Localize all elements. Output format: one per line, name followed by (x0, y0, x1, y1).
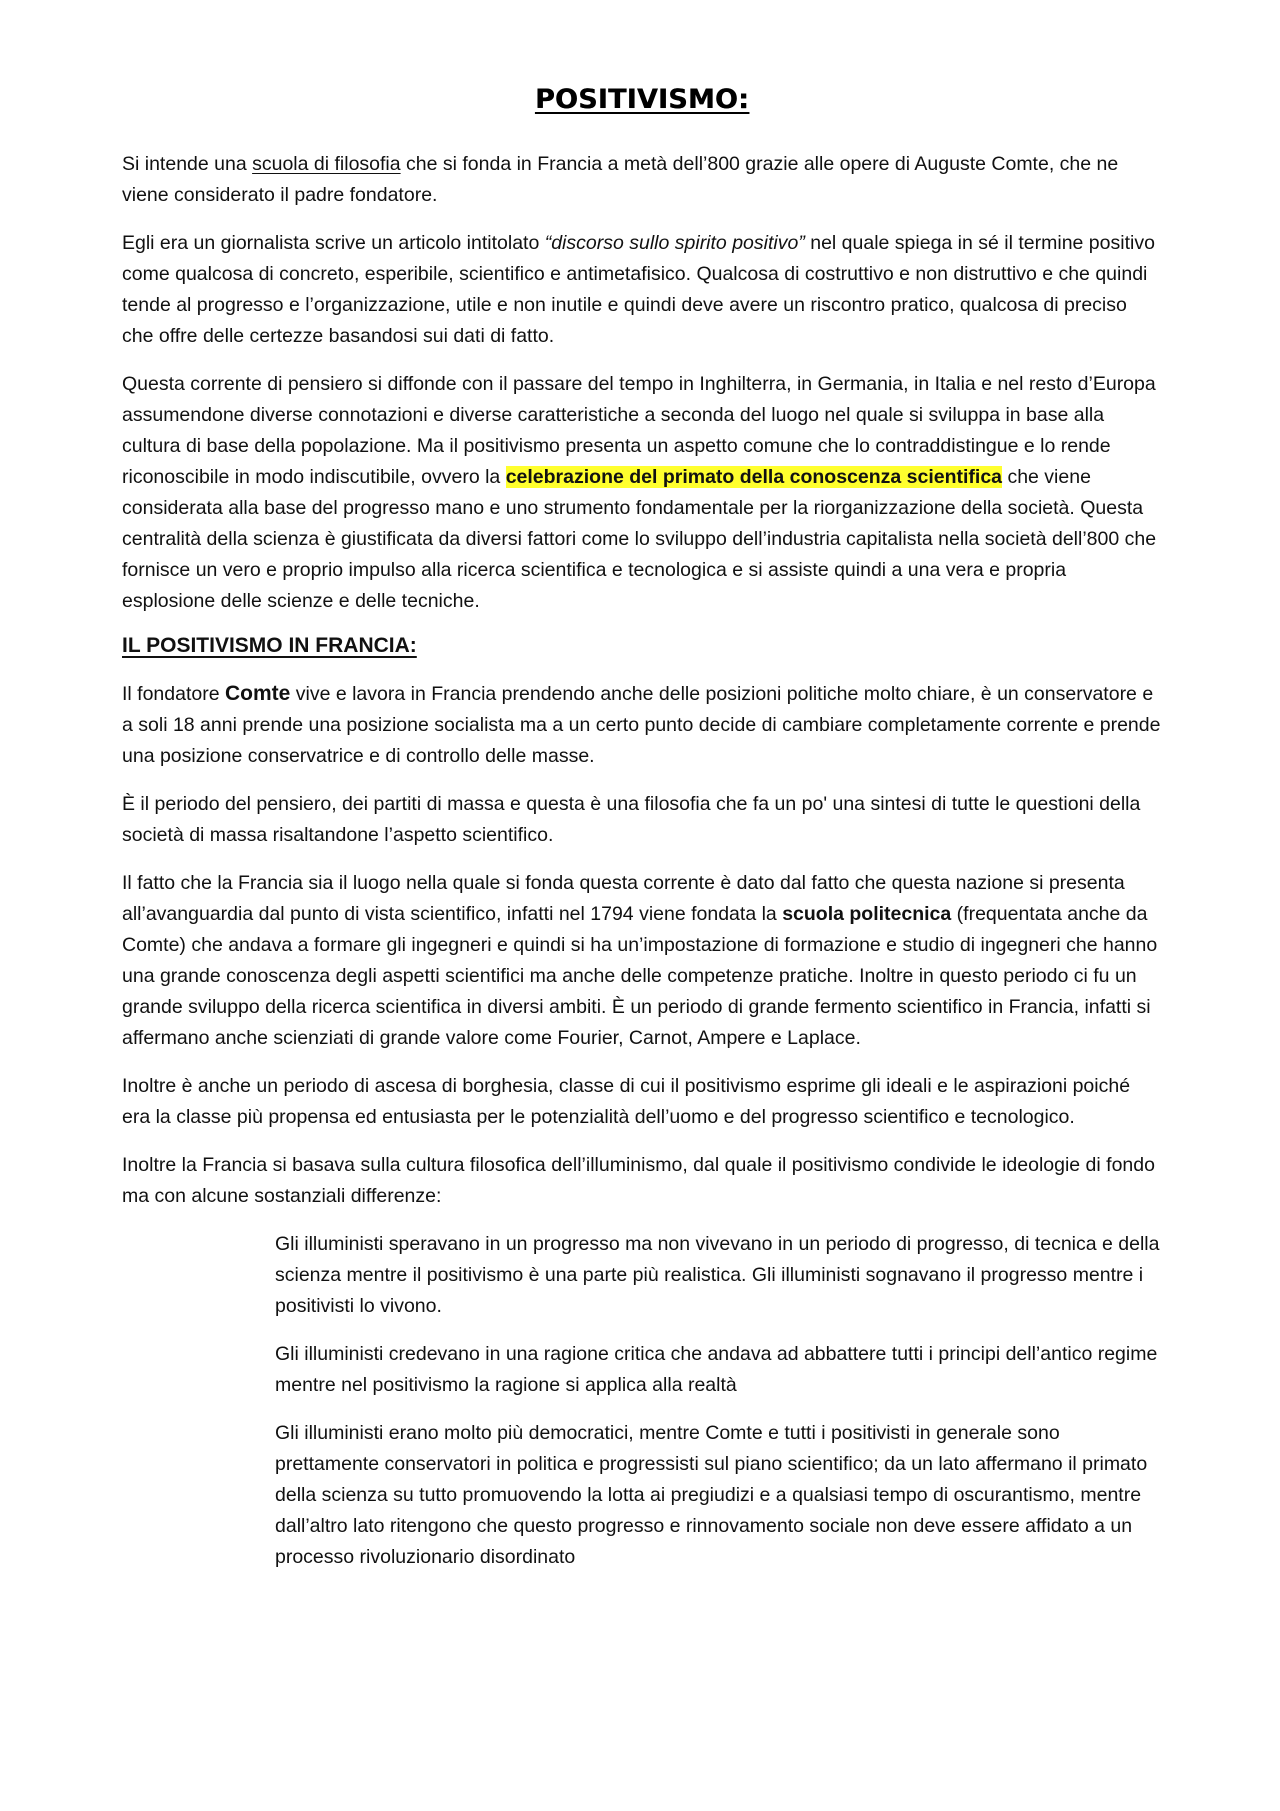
paragraph-spread (122, 369, 1162, 617)
highlighted-text: celebrazione del primato della conoscenza scientifica (505, 466, 1003, 488)
difference-item: Gli illuministi speravano in un progresso ma non vivevano in un periodo di progresso, di tecnica e della scienza mentre il positivismo è una parte più realistica. Gli illuministi sognavano il progresso mentre i positivisti lo vivono. (275, 1233, 1160, 1317)
text-span: vive e lavora in Francia prendendo anche delle posizioni politiche molto chiare, è un conservatore e a soli 18 anni prende una posizione socialista ma a un certo punto decide di cambiare completamente corrente e prende una posizione conservatrice e di controllo delle masse. (122, 683, 1161, 767)
paragraph-journalist (122, 228, 1162, 352)
difference-item: Gli illuministi erano molto più democratici, mentre Comte e tutti i positivisti in generale sono prettamente conservatori in politica e progressisti sul piano scientifico; da un lato affermano il primato della scienza su tutto promuovendo la lotta ai pregiudizi e a qualsiasi tempo di oscurantismo, mentre dall’altro lato ritengono che questo progresso e rinnovamento sociale non deve essere affidato a un processo rivoluzionario disordinato (275, 1422, 1148, 1568)
text-span: (frequentata anche da Comte) che andava a formare gli ingegneri e quindi si ha un’impostazione di formazione e studio di ingegneri che hanno una grande conoscenza degli aspetti scientifici ma anche delle competenze pratiche. Inoltre in questo periodo ci fu un grande sviluppo della ricerca scientifica in diversi ambiti. È un periodo di grande fermento scientifico in Francia, infatti si affermano anche scienziati di grande valore come Fourier, Carnot, Ampere e Laplace. (122, 903, 1158, 1049)
text-span: Questa corrente di pensiero si diffonde con il passare del tempo in Inghilterra, in Germania, in Italia e nel resto d’Europa assumendone diverse connotazioni e diverse caratteristiche a seconda del luogo nel quale si sviluppa in base alla cultura di base della popolazione. Ma il positivismo presenta un aspetto comune che lo contraddistingue e lo rende riconoscibile in modo indiscutibile, ovvero la (122, 373, 1156, 488)
paragraph-intro (122, 149, 1162, 211)
text-span: nel quale spiega in sé il termine positivo come qualcosa di concreto, esperibile, scientifico e antimetafisico. Qualcosa di costruttivo e non distruttivo e che quindi tende al progresso e l’organizzazione, utile e non inutile e quindi deve avere un riscontro pratico, qualcosa di preciso che offre delle certezze basandosi sui dati di fatto. (122, 232, 1155, 347)
text-span: Il fondatore (122, 683, 225, 705)
bold-name: Comte (224, 682, 291, 705)
article-title-quote: “discorso sullo spirito positivo” (544, 232, 805, 254)
paragraph-france (122, 868, 1162, 1054)
paragraph-comte (122, 678, 1162, 772)
text-span: che si fonda in Francia a metà dell’800 grazie alle opere di Auguste Comte, che ne viene considerato il padre fondatore. (122, 153, 1119, 206)
text-span: Egli era un giornalista scrive un articolo intitolato (122, 232, 545, 254)
paragraph-bourgeoisie: Inoltre è anche un periodo di ascesa di borghesia, classe di cui il positivismo esprime gli ideali e le aspirazioni poiché era la classe più propensa ed entusiasta per le potenzialità dell’uomo e del progresso scientifico e tecnologico. (122, 1075, 1131, 1128)
text-span: che viene considerata alla base del progresso mano e uno strumento fondamentale per la riorganizzazione della società. Questa centralità della scienza è giustificata da diversi fattori come lo sviluppo dell’industria capitalista nella società dell’800 che fornisce un vero e proprio impulso alla ricerca scientifica e tecnologica e si assiste quindi a una vera e propria esplosione delle scienze e delle tecniche. (122, 466, 1157, 612)
text-span: Il fatto che la Francia sia il luogo nella quale si fonda questa corrente è dato dal fatto che questa nazione si presenta all’avanguardia dal punto di vista scientifico, infatti nel 1794 viene fondata la (122, 872, 1125, 925)
underlined-term: scuola di filosofia (252, 153, 401, 175)
section-heading: IL POSITIVISMO IN FRANCIA: (122, 634, 417, 657)
difference-item: Gli illuministi credevano in una ragione critica che andava ad abbattere tutti i principi dell’antico regime mentre nel positivismo la ragione si applica alla realtà (275, 1343, 1158, 1396)
page-title: POSITIVISMO: (534, 84, 750, 115)
paragraph-mass-society: È il periodo del pensiero, dei partiti di massa e questa è una filosofia che fa un po' una sintesi di tutte le questioni della società di massa risaltandone l’aspetto scientifico. (122, 793, 1141, 846)
paragraph-enlightenment: Inoltre la Francia si basava sulla cultura filosofica dell’illuminismo, dal quale il positivismo condivide le ideologie di fondo ma con alcune sostanziali differenze: (122, 1154, 1155, 1207)
text-span: Si intende una (122, 153, 253, 175)
bold-term: scuola politecnica (782, 903, 952, 925)
